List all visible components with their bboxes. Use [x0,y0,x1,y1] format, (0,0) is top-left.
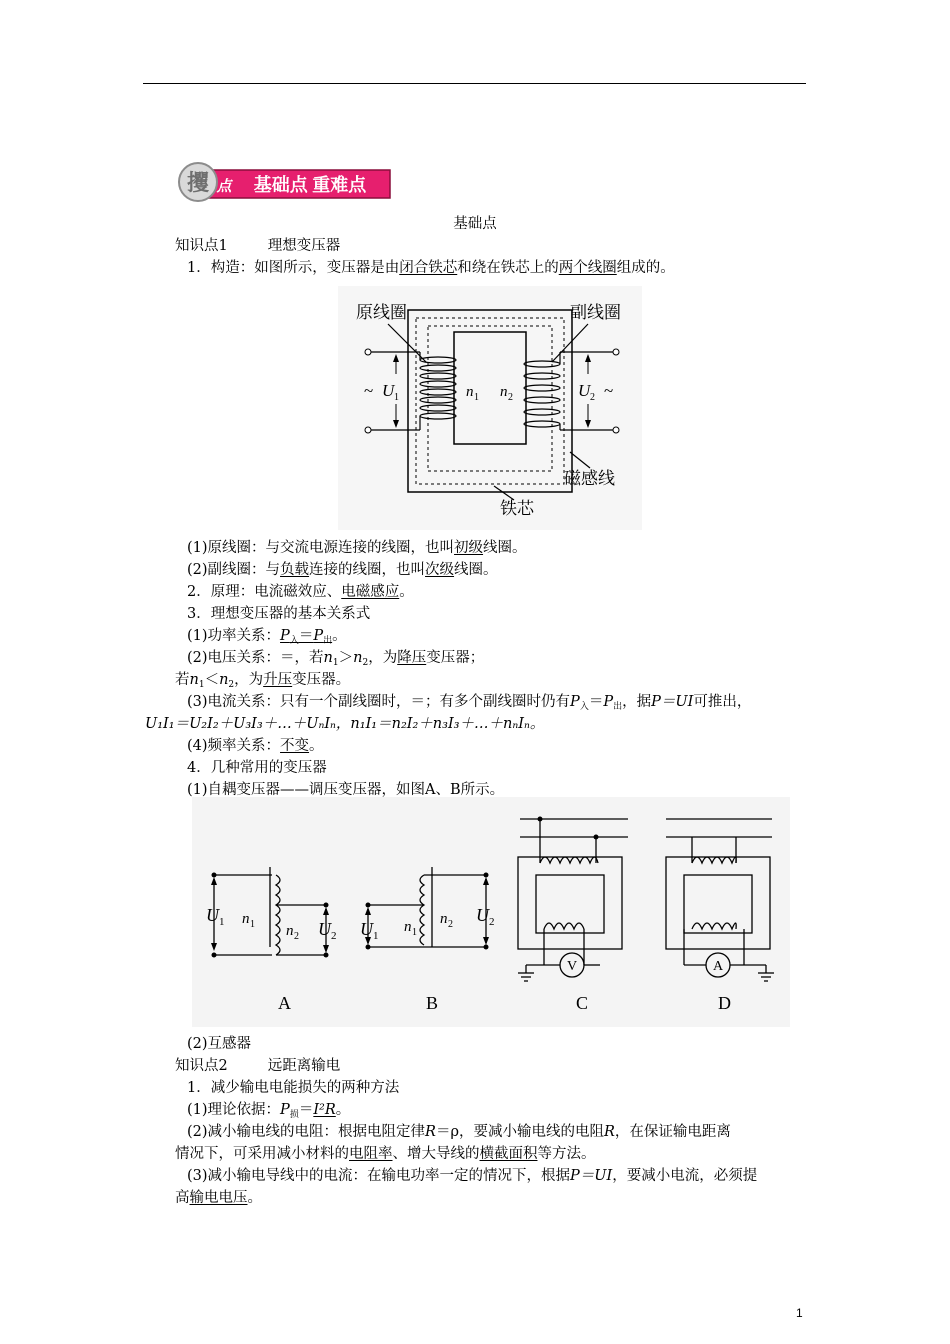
secondary-coil-line: (2)副线圈：与负载连接的线圈，也叫次级线圈。 [187,562,498,578]
section-title: 基础点 [453,216,497,232]
svg-text:U: U [318,919,331,939]
mutual-inductor-line: (2)互感器 [187,1036,252,1052]
svg-text:2: 2 [590,392,595,403]
kp1-title: 理想变压器 [267,238,341,254]
svg-text:2: 2 [508,392,513,403]
primary-coil-line: (1)原线圈：与交流电源连接的线圈，也叫初级线圈。 [187,540,527,556]
knowledge-point-1 [175,236,340,256]
knowledge-point-2: 知识点2 远距离输电 [175,1058,341,1074]
autotransformer-line: (1)自耦变压器——调压变压器，如图A、B所示。 [187,782,505,798]
voltmeter-symbol: V [567,959,578,974]
figure-label-d: D [718,993,731,1013]
kp1-label: 知识点1 [175,238,228,254]
svg-text:~: ~ [364,381,374,400]
banner-badge: 攫 [186,170,210,195]
figure-label-a: A [278,993,291,1013]
banner-badge-small: 点 [216,179,232,195]
svg-text:1: 1 [219,916,225,928]
svg-text:n: n [440,911,448,927]
svg-text:n: n [404,919,412,935]
svg-text:U: U [578,381,591,400]
svg-text:n: n [286,923,294,939]
svg-text:1: 1 [474,392,479,403]
power-relation: (1)功率关系：$P_入=P_出$。 [187,628,347,646]
flux-line-label: 磁感线 [564,469,615,488]
iron-core-label: 铁芯 [500,499,534,518]
frequency-relation: (4)频率关系：不变。 [187,738,324,754]
svg-text:U: U [206,905,219,925]
svg-text:n: n [500,384,508,400]
voltage-relation-2: 若$n_1<n_2$，为升压变压器。 [175,672,351,690]
voltage-relation: (2)电压关系：＝，若$n_1>n_2$，为降压变压器； [187,650,485,668]
banner-text: 基础点 重难点 [253,175,367,195]
svg-text:2: 2 [294,931,299,942]
svg-text:U: U [476,905,489,925]
reduce-resistance-line-2: 情况下，可采用减小材料的电阻率、增大导线的横截面积等方法。 [175,1146,596,1162]
reduce-current-line-2: 高输电电压。 [175,1190,262,1206]
svg-text:1: 1 [412,927,417,938]
figure-label-b: B [426,993,439,1013]
svg-text:U: U [360,919,373,939]
figure-label-c: C [576,993,589,1013]
svg-text:U: U [382,381,395,400]
svg-text:~: ~ [604,381,614,400]
structure-line: 1．构造：如图所示，变压器是由闭合铁芯和绕在铁芯上的两个线圈组成的。 [187,260,675,276]
svg-text:1: 1 [373,930,379,942]
svg-text:1: 1 [250,919,255,930]
ammeter-symbol: A [713,959,724,974]
current-relation: (3)电流关系：只有一个副线圈时，＝；有多个副线圈时仍有$P_入=P_出$，据P＝UI可推出， [187,694,752,712]
svg-text:n: n [242,911,250,927]
primary-coil [420,357,456,419]
principle-line: 2．原理：电流磁效应、电磁感应。 [187,584,414,600]
header-rule [143,83,806,84]
loss-reduction-heading: 1．减少输电电能损失的两种方法 [187,1080,400,1096]
theory-basis-line: (1)理论依据：$P_损=I^2R$。 [187,1102,351,1120]
svg-text:1: 1 [394,392,399,403]
section-banner [178,160,392,204]
closed-iron-core-answer: 闭合铁芯 [399,260,458,276]
page-number: 1 [796,1306,803,1320]
two-coils-answer: 两个线圈 [558,260,617,276]
svg-text:n: n [466,384,474,400]
transformer-types-figure [192,797,790,1027]
secondary-coil [524,361,560,427]
primary-coil-label: 原线圈 [356,303,407,322]
transformer-figure [338,286,642,530]
svg-text:2: 2 [489,916,495,928]
svg-text:2: 2 [448,919,453,930]
relations-heading: 3．理想变压器的基本关系式 [187,606,371,622]
common-transformers-heading: 4．几种常用的变压器 [187,760,327,776]
svg-text:2: 2 [331,930,337,942]
reduce-resistance-line: (2)减小输电线的电阻：根据电阻定律R＝ρ，要减小输电线的电阻R，在保证输电距离 [187,1124,731,1140]
reduce-current-line: (3)减小输电导线中的电流：在输电功率一定的情况下，根据P＝UI，要减小电流，必须提 [187,1168,758,1184]
secondary-coil-label: 副线圈 [570,303,621,322]
current-relation-formula: U₁I₁＝U₂I₂＋U₃I₃＋…＋UₙIₙ，n₁I₁＝n₂I₂＋n₃I₃＋…＋nₙIₙ。 [145,716,545,732]
